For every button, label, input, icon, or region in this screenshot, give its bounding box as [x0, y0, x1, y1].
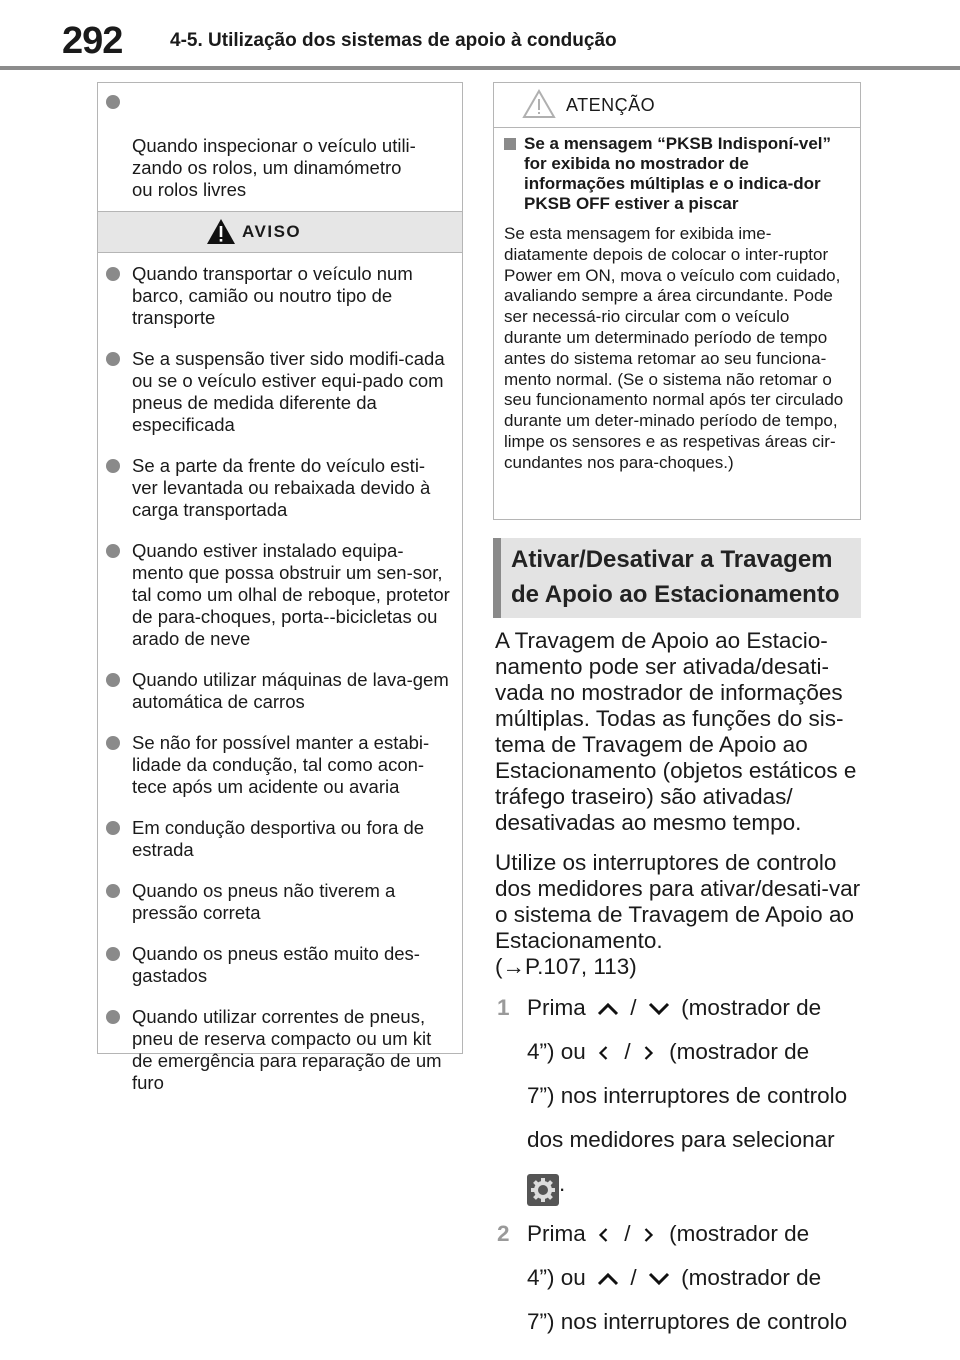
bullet-icon [106, 1010, 120, 1024]
step-text: (mostrador de [681, 995, 822, 1020]
list-item-text: Quando estiver instalado equipa-mento que possa obstruir um sen-sor, tal como um olhal de reboque, protetor de para-choques, porta--bicicletas ou arado de neve [132, 540, 450, 649]
step-text: (mostrador de [681, 1265, 822, 1290]
aviso-bar [98, 211, 462, 253]
chevron-up-icon [596, 1269, 620, 1289]
paragraph-intro: A Travagem de Apoio ao Estacio-namento pode ser ativada/desati-vada no mostrador de informações múltiplas. Todas as funções do sis-tema de Travagem de Apoio ao Estacionamento (objetos estáticos e tráfego traseiro) são ativadas/ desativadas ao mesmo tempo. [495, 628, 857, 835]
step-text: dos medidores para selecionar [527, 1127, 835, 1152]
bullet-icon [106, 947, 120, 961]
step-text: (mostrador de [669, 1221, 810, 1246]
list-item-text: Quando os pneus estão muito des-gastados [132, 943, 420, 986]
step-2 [495, 1212, 865, 1344]
step-slash: / [624, 1221, 631, 1246]
chevron-down-icon [647, 999, 671, 1019]
aviso-label: AVISO [242, 222, 302, 241]
chevron-right-icon [641, 1225, 659, 1245]
list-item-text: Se não for possível manter a estabi-lidade da condução, tal como acon-tece após um acidente ou avaria [132, 732, 430, 797]
warning-triangle-icon [206, 218, 236, 245]
bullet-icon [106, 736, 120, 750]
list-item [101, 943, 450, 987]
section-heading [493, 538, 861, 618]
list-item [101, 880, 450, 924]
heading-accent-bar [493, 538, 501, 618]
bullet-icon [106, 673, 120, 687]
attention-header [494, 83, 860, 128]
attention-text: Se esta mensagem for exibida ime-diatamente depois de colocar o inter-ruptor Power em ON, mova o veículo com cuidado, avaliando sempre a área circundante. Pode ser necessá-rio circular com o veículo durante um determinado período de tempo antes do sistema retomar ao seu funciona-mento normal. (Se o sistema não retomar o seu funcionamento normal após ter circulado durante um deter-minado período de tempo, limpe os sensores e as respetivas áreas cir-cundantes nos para-choques.) [504, 224, 844, 472]
step-text: 7”) nos interruptores de controlo [527, 1083, 848, 1108]
step-text: Prima [527, 995, 586, 1020]
list-item-text: Quando utilizar correntes de pneus, pneu de reserva compacto ou um kit de emergência para reparação de um furo [132, 1006, 442, 1093]
list-item [101, 732, 450, 798]
list-item [101, 348, 450, 436]
page-reference: (→P.107, 113) [495, 954, 637, 979]
step-slash: / [630, 995, 637, 1020]
body-text [495, 628, 865, 1344]
list-item-text: Em condução desportiva ou fora de estrada [132, 817, 425, 860]
step-text: (mostrador de [669, 1039, 810, 1064]
settings-gear-icon [527, 1174, 559, 1206]
list-item [101, 263, 450, 329]
step-text: 4”) ou [527, 1265, 586, 1290]
section-title: 4-5. Utilização dos sistemas de apoio à condução [170, 30, 617, 51]
step-end: . [559, 1171, 566, 1196]
step-slash: / [624, 1039, 631, 1064]
step-1 [495, 986, 865, 1206]
list-item-text: Se a parte da frente do veículo esti-ver levantada ou rebaixada devido à carga transportada [132, 455, 431, 520]
list-item [101, 455, 450, 521]
chevron-left-icon [596, 1225, 614, 1245]
chevron-up-icon [596, 999, 620, 1019]
step-text: 4”) ou [527, 1039, 586, 1064]
bullet-icon [106, 267, 120, 281]
list-item [101, 1006, 450, 1094]
paragraph-instructions [495, 850, 865, 980]
bullet-icon [106, 544, 120, 558]
chevron-right-icon [641, 1043, 659, 1063]
list-item-text: Quando utilizar máquinas de lava-gem automática de carros [132, 669, 449, 712]
list-item-text: Quando transportar o veículo num barco, camião ou noutro tipo de transporte [132, 263, 413, 328]
chevron-left-icon [596, 1043, 614, 1063]
heading-line-1: Ativar/Desativar a Travagem [511, 546, 833, 573]
attention-heading-text: Se a mensagem “PKSB Indisponí-vel” for exibida no mostrador de informações múltiplas e o indica-dor PKSB OFF estiver a piscar [524, 134, 832, 213]
bullet-icon [106, 884, 120, 898]
attention-heading [504, 134, 848, 214]
page-number: 292 [62, 20, 123, 62]
heading-line-2: de Apoio ao Estacionamento [511, 581, 840, 608]
bullet-icon [106, 95, 120, 109]
section-heading-text [511, 542, 840, 612]
step-slash: / [630, 1265, 637, 1290]
bullet-icon [106, 352, 120, 366]
header-divider [0, 66, 960, 70]
list-item-text: Quando os pneus não tiverem a pressão correta [132, 880, 396, 923]
list-item [101, 669, 450, 713]
step-text: 7”) nos interruptores de controlo [527, 1309, 848, 1334]
paragraph-instructions-text: Utilize os interruptores de controlo dos medidores para ativar/desati-var o sistema de Travagem de Apoio ao Estacionamento. [495, 850, 861, 953]
list-item [101, 540, 450, 650]
list-item [101, 91, 450, 201]
caution-triangle-icon [522, 89, 556, 119]
list-item-text: Quando inspecionar o veículo utili- zando os rolos, um dinamómetro ou rolos livres [132, 135, 416, 200]
list-item [101, 817, 450, 861]
attention-label: ATENÇÃO [566, 95, 656, 115]
chevron-down-icon [647, 1269, 671, 1289]
attention-box [493, 82, 861, 520]
step-number: 2 [497, 1221, 510, 1246]
step-number: 1 [497, 995, 510, 1020]
step-text: Prima [527, 1221, 586, 1246]
bullet-icon [106, 821, 120, 835]
warning-list [98, 253, 462, 1094]
square-bullet-icon [504, 138, 516, 150]
warning-conditions-box [97, 82, 463, 1093]
list-item-text: Se a suspensão tiver sido modifi-cada ou se o veículo estiver equi-pado com pneus de medida diferente da especificada [132, 348, 445, 435]
bullet-icon [106, 459, 120, 473]
